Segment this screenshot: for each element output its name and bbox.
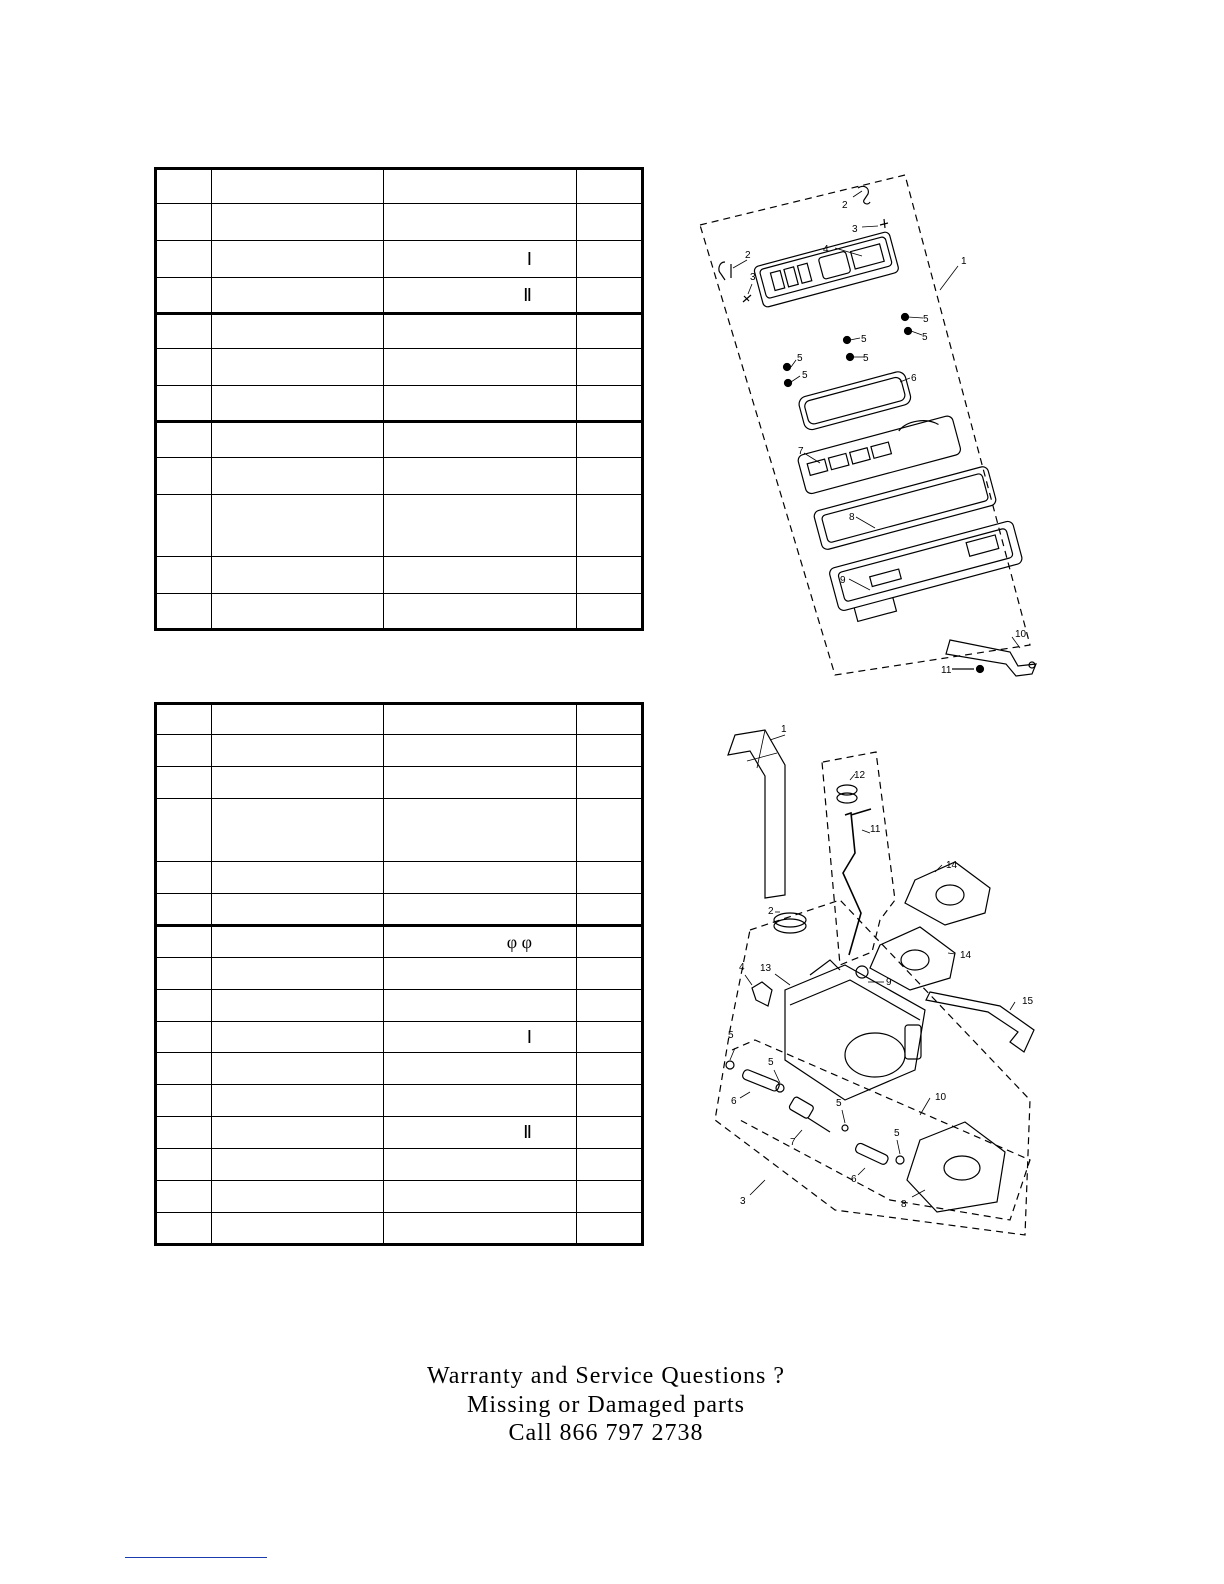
svg-text:3: 3 (852, 224, 858, 235)
clip-part (719, 262, 731, 280)
spec-cell: φ φ (384, 926, 577, 958)
footer-missing-parts-line: Missing or Damaged parts (467, 1392, 745, 1418)
table-row (156, 1022, 643, 1053)
table-row (156, 386, 643, 422)
svg-text:2: 2 (768, 906, 774, 917)
float-pin-part (854, 1142, 889, 1165)
table-row (156, 278, 643, 314)
svg-text:5: 5 (922, 332, 928, 343)
svg-text:2: 2 (842, 200, 848, 211)
svg-text:7: 7 (798, 446, 804, 457)
table-row (156, 241, 643, 278)
svg-text:11: 11 (941, 665, 952, 676)
filter-element-part (797, 370, 912, 431)
svg-text:1: 1 (961, 256, 967, 267)
air-cleaner-exploded-diagram (690, 170, 1050, 680)
bracket-part (946, 640, 1036, 676)
footnote-rule (125, 1557, 267, 1558)
insulator-gasket-part (870, 927, 955, 990)
svg-text:5: 5 (923, 314, 929, 325)
svg-text:14: 14 (946, 860, 958, 871)
carburetor-body-part (785, 960, 925, 1100)
svg-text:5: 5 (894, 1128, 900, 1139)
table-row (156, 1085, 643, 1117)
screw-part (880, 219, 888, 228)
footer-warranty-line: Warranty and Service Questions ? (427, 1363, 785, 1389)
float-chamber-part (907, 1122, 1005, 1212)
svg-text:9: 9 (840, 575, 846, 586)
svg-text:1: 1 (781, 724, 787, 735)
screw-part (743, 295, 751, 302)
svg-text:6: 6 (911, 373, 917, 384)
throttle-lever-part (926, 992, 1034, 1052)
table-row (156, 557, 643, 594)
cover-part (753, 231, 899, 308)
svg-text:4: 4 (823, 244, 829, 255)
spec-cell: Ⅰ (384, 241, 577, 278)
clip-part (858, 186, 870, 204)
svg-text:6: 6 (851, 1174, 857, 1185)
svg-text:5: 5 (797, 353, 803, 364)
grommet-part (837, 785, 857, 803)
svg-text:5: 5 (836, 1098, 842, 1109)
table-row (156, 767, 643, 799)
table-row (156, 314, 643, 349)
table-row (156, 1053, 643, 1085)
svg-text:3: 3 (740, 1196, 746, 1207)
svg-text:8: 8 (901, 1199, 907, 1210)
table-row (156, 704, 643, 735)
air-cleaner-parts-table (154, 167, 644, 631)
svg-text:5: 5 (863, 353, 869, 364)
table-row (156, 990, 643, 1022)
carburetor-exploded-diagram (690, 720, 1050, 1250)
svg-text:5: 5 (861, 334, 867, 345)
svg-text:5: 5 (728, 1030, 734, 1041)
carburetor-parts-table (154, 702, 644, 1246)
svg-text:3: 3 (750, 272, 756, 283)
spec-cell: Ⅱ (384, 278, 577, 314)
grommet-part (774, 913, 806, 933)
callout-labels (728, 724, 1034, 1210)
svg-text:12: 12 (854, 770, 866, 781)
insulator-gasket-part (905, 862, 990, 925)
footer-phone-line: Call 866 797 2738 (508, 1420, 704, 1446)
svg-text:8: 8 (849, 512, 855, 523)
table-row (156, 594, 643, 630)
table-row (156, 1117, 643, 1149)
choke-rod-part (843, 809, 871, 955)
svg-text:10: 10 (935, 1092, 947, 1103)
carburetor-group-boundary (715, 900, 1030, 1235)
svg-text:5: 5 (768, 1057, 774, 1068)
svg-text:2: 2 (745, 250, 751, 261)
callout-labels (745, 200, 1027, 676)
table-row (156, 495, 643, 557)
linkage-group-boundary (822, 752, 895, 965)
svg-text:10: 10 (1015, 629, 1027, 640)
table-row (156, 169, 643, 204)
table-row (156, 204, 643, 241)
svg-text:4: 4 (739, 962, 745, 973)
table-row (156, 958, 643, 990)
table-row (156, 458, 643, 495)
svg-text:15: 15 (1022, 996, 1034, 1007)
svg-text:14: 14 (960, 950, 972, 961)
element-holder-part (796, 412, 962, 495)
table-row (156, 422, 643, 458)
table-row (156, 926, 643, 958)
table-row (156, 862, 643, 894)
table-row (156, 735, 643, 767)
svg-text:5: 5 (802, 370, 808, 381)
svg-text:7: 7 (790, 1137, 796, 1148)
table-row (156, 1149, 643, 1181)
clip-part (752, 982, 772, 1006)
svg-text:13: 13 (760, 963, 772, 974)
breather-tube-part (728, 730, 785, 898)
spec-cell: Ⅱ (384, 1117, 577, 1149)
table-row (156, 349, 643, 386)
needle-valve-part (788, 1096, 830, 1132)
case-base-part (828, 520, 1027, 625)
table-row (156, 894, 643, 926)
svg-text:11: 11 (870, 824, 881, 835)
spec-cell: Ⅰ (384, 1022, 577, 1053)
table-row (156, 799, 643, 862)
table-row (156, 1213, 643, 1245)
float-group-boundary (732, 1040, 1030, 1220)
svg-text:9: 9 (886, 977, 892, 988)
svg-text:6: 6 (731, 1096, 737, 1107)
table-row (156, 1181, 643, 1213)
